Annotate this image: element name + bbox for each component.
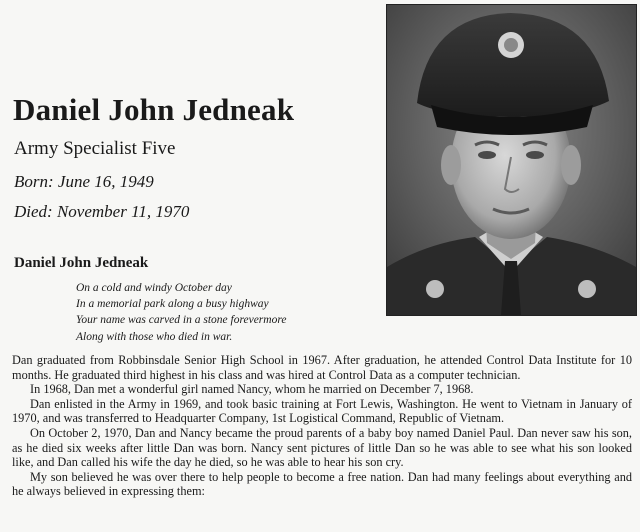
born-date: Born: June 16, 1949 [14,172,154,191]
portrait-soldier-icon [387,5,636,315]
paragraph: My son believed he was over there to help people to become a free nation. Dan had many feelings about everything and he always believed in expressing them: [12,469,632,499]
poem-line: Along with those who died in war. [76,330,233,343]
poem [76,280,287,345]
paragraph: On October 2, 1970, Dan and Nancy became the proud parents of a baby boy named Daniel Paul. Dan never saw his son, as he died six weeks after little Dan was born. Nancy sent pictures of little Dan so he was able to see what his son looked like, and Dan called his wife the day he died, so he was able to hear his son cry. [12,425,632,470]
portrait-photo [386,4,637,316]
poem-line: Your name was carved in a stone forevermore [76,314,287,327]
poem-line: On a cold and windy October day [76,282,232,294]
paragraph: Dan enlisted in the Army in 1969, and took basic training at Fort Lewis, Washington. He went to Vietnam in January of 1970, and was transferred to Headquarter Company, 1st Logistical Command, Republic of Vietnam. [12,396,632,426]
poem-line: In a memorial park along a busy highway [76,298,269,311]
died-date: Died: November 11, 1970 [14,202,190,221]
paragraph: Dan graduated from Robbinsdale Senior High School in 1967. After graduation, he attended Control Data Institute for 10 months. He graduated third highest in his class and was hired at Control Data as a computer technician. [12,353,632,382]
page-title: Daniel John Jedneak [13,92,295,127]
biography-text [12,353,632,499]
rank-line: Army Specialist Five [14,138,176,159]
poem-title: Daniel John Jedneak [14,255,149,271]
paragraph: In 1968, Dan met a wonderful girl named Nancy, whom he married on December 7, 1968. [30,382,474,397]
